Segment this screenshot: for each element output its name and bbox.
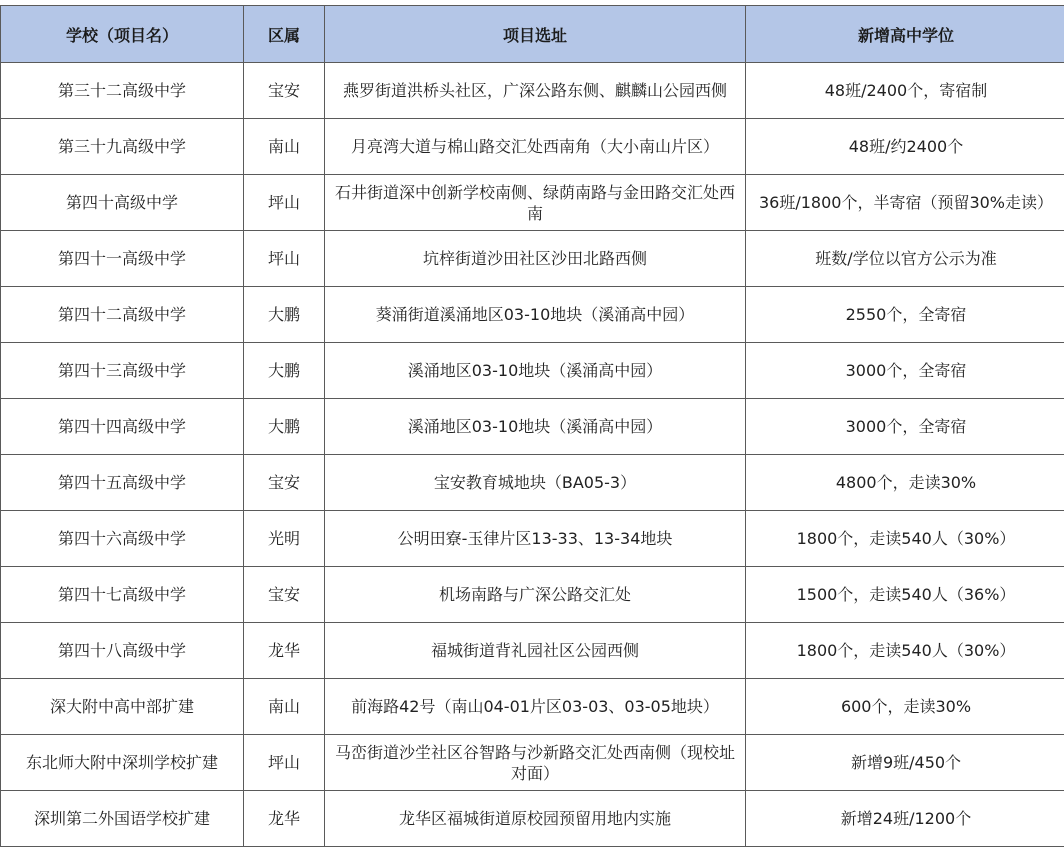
cell-location: 燕罗街道洪桥头社区，广深公路东侧、麒麟山公园西侧 (325, 63, 746, 119)
table-row (1, 231, 1064, 287)
table-row (1, 735, 1064, 791)
cell-location: 前海路42号（南山04-01片区03-03、03-05地块） (325, 679, 746, 735)
cell-district: 坪山 (244, 735, 325, 791)
header-district: 区属 (244, 6, 325, 63)
cell-school: 第四十六高级中学 (1, 511, 244, 567)
cell-school: 第四十四高级中学 (1, 399, 244, 455)
cell-school: 东北师大附中深圳学校扩建 (1, 735, 244, 791)
cell-seats: 新增24班/1200个 (746, 791, 1064, 847)
school-projects-table (0, 5, 1064, 847)
table-row (1, 63, 1064, 119)
cell-school: 第三十二高级中学 (1, 63, 244, 119)
cell-school: 第四十一高级中学 (1, 231, 244, 287)
table-row (1, 399, 1064, 455)
cell-seats: 3000个，全寄宿 (746, 343, 1064, 399)
cell-location: 马峦街道沙坣社区谷智路与沙新路交汇处西南侧（现校址对面） (325, 735, 746, 791)
cell-school: 深圳第二外国语学校扩建 (1, 791, 244, 847)
table-row (1, 119, 1064, 175)
cell-seats: 1500个，走读540人（36%） (746, 567, 1064, 623)
cell-seats: 4800个，走读30% (746, 455, 1064, 511)
cell-district: 南山 (244, 679, 325, 735)
cell-school: 第四十七高级中学 (1, 567, 244, 623)
cell-school: 深大附中高中部扩建 (1, 679, 244, 735)
cell-seats: 600个，走读30% (746, 679, 1064, 735)
cell-school: 第三十九高级中学 (1, 119, 244, 175)
cell-seats: 1800个，走读540人（30%） (746, 511, 1064, 567)
cell-location: 宝安教育城地块（BA05-3） (325, 455, 746, 511)
cell-school: 第四十三高级中学 (1, 343, 244, 399)
table-row (1, 623, 1064, 679)
cell-district: 宝安 (244, 455, 325, 511)
table-row (1, 791, 1064, 847)
cell-seats: 48班/约2400个 (746, 119, 1064, 175)
cell-district: 龙华 (244, 623, 325, 679)
cell-location: 葵涌街道溪涌地区03-10地块（溪涌高中园） (325, 287, 746, 343)
cell-location: 溪涌地区03-10地块（溪涌高中园） (325, 399, 746, 455)
cell-location: 机场南路与广深公路交汇处 (325, 567, 746, 623)
table-row (1, 567, 1064, 623)
header-location: 项目选址 (325, 6, 746, 63)
cell-school: 第四十二高级中学 (1, 287, 244, 343)
cell-location: 坑梓街道沙田社区沙田北路西侧 (325, 231, 746, 287)
cell-seats: 新增9班/450个 (746, 735, 1064, 791)
cell-district: 坪山 (244, 175, 325, 231)
cell-district: 大鹏 (244, 343, 325, 399)
cell-seats: 36班/1800个，半寄宿（预留30%走读） (746, 175, 1064, 231)
cell-location: 石井街道深中创新学校南侧、绿荫南路与金田路交汇处西南 (325, 175, 746, 231)
table-row (1, 287, 1064, 343)
cell-district: 光明 (244, 511, 325, 567)
cell-district: 南山 (244, 119, 325, 175)
header-school: 学校（项目名） (1, 6, 244, 63)
cell-seats: 48班/2400个，寄宿制 (746, 63, 1064, 119)
cell-school: 第四十高级中学 (1, 175, 244, 231)
cell-seats: 1800个，走读540人（30%） (746, 623, 1064, 679)
cell-location: 溪涌地区03-10地块（溪涌高中园） (325, 343, 746, 399)
cell-school: 第四十五高级中学 (1, 455, 244, 511)
cell-district: 大鹏 (244, 399, 325, 455)
table-row (1, 511, 1064, 567)
cell-location: 福城街道背礼园社区公园西侧 (325, 623, 746, 679)
cell-school: 第四十八高级中学 (1, 623, 244, 679)
table-header-row (1, 6, 1064, 63)
cell-location: 月亮湾大道与棉山路交汇处西南角（大小南山片区） (325, 119, 746, 175)
cell-seats: 2550个，全寄宿 (746, 287, 1064, 343)
cell-location: 公明田寮-玉律片区13-33、13-34地块 (325, 511, 746, 567)
cell-location: 龙华区福城街道原校园预留用地内实施 (325, 791, 746, 847)
cell-district: 坪山 (244, 231, 325, 287)
cell-district: 宝安 (244, 567, 325, 623)
table-row (1, 175, 1064, 231)
header-seats: 新增高中学位 (746, 6, 1064, 63)
table-row (1, 679, 1064, 735)
cell-district: 宝安 (244, 63, 325, 119)
cell-seats: 3000个，全寄宿 (746, 399, 1064, 455)
table-row (1, 343, 1064, 399)
cell-district: 龙华 (244, 791, 325, 847)
cell-district: 大鹏 (244, 287, 325, 343)
table-row (1, 455, 1064, 511)
cell-seats: 班数/学位以官方公示为准 (746, 231, 1064, 287)
